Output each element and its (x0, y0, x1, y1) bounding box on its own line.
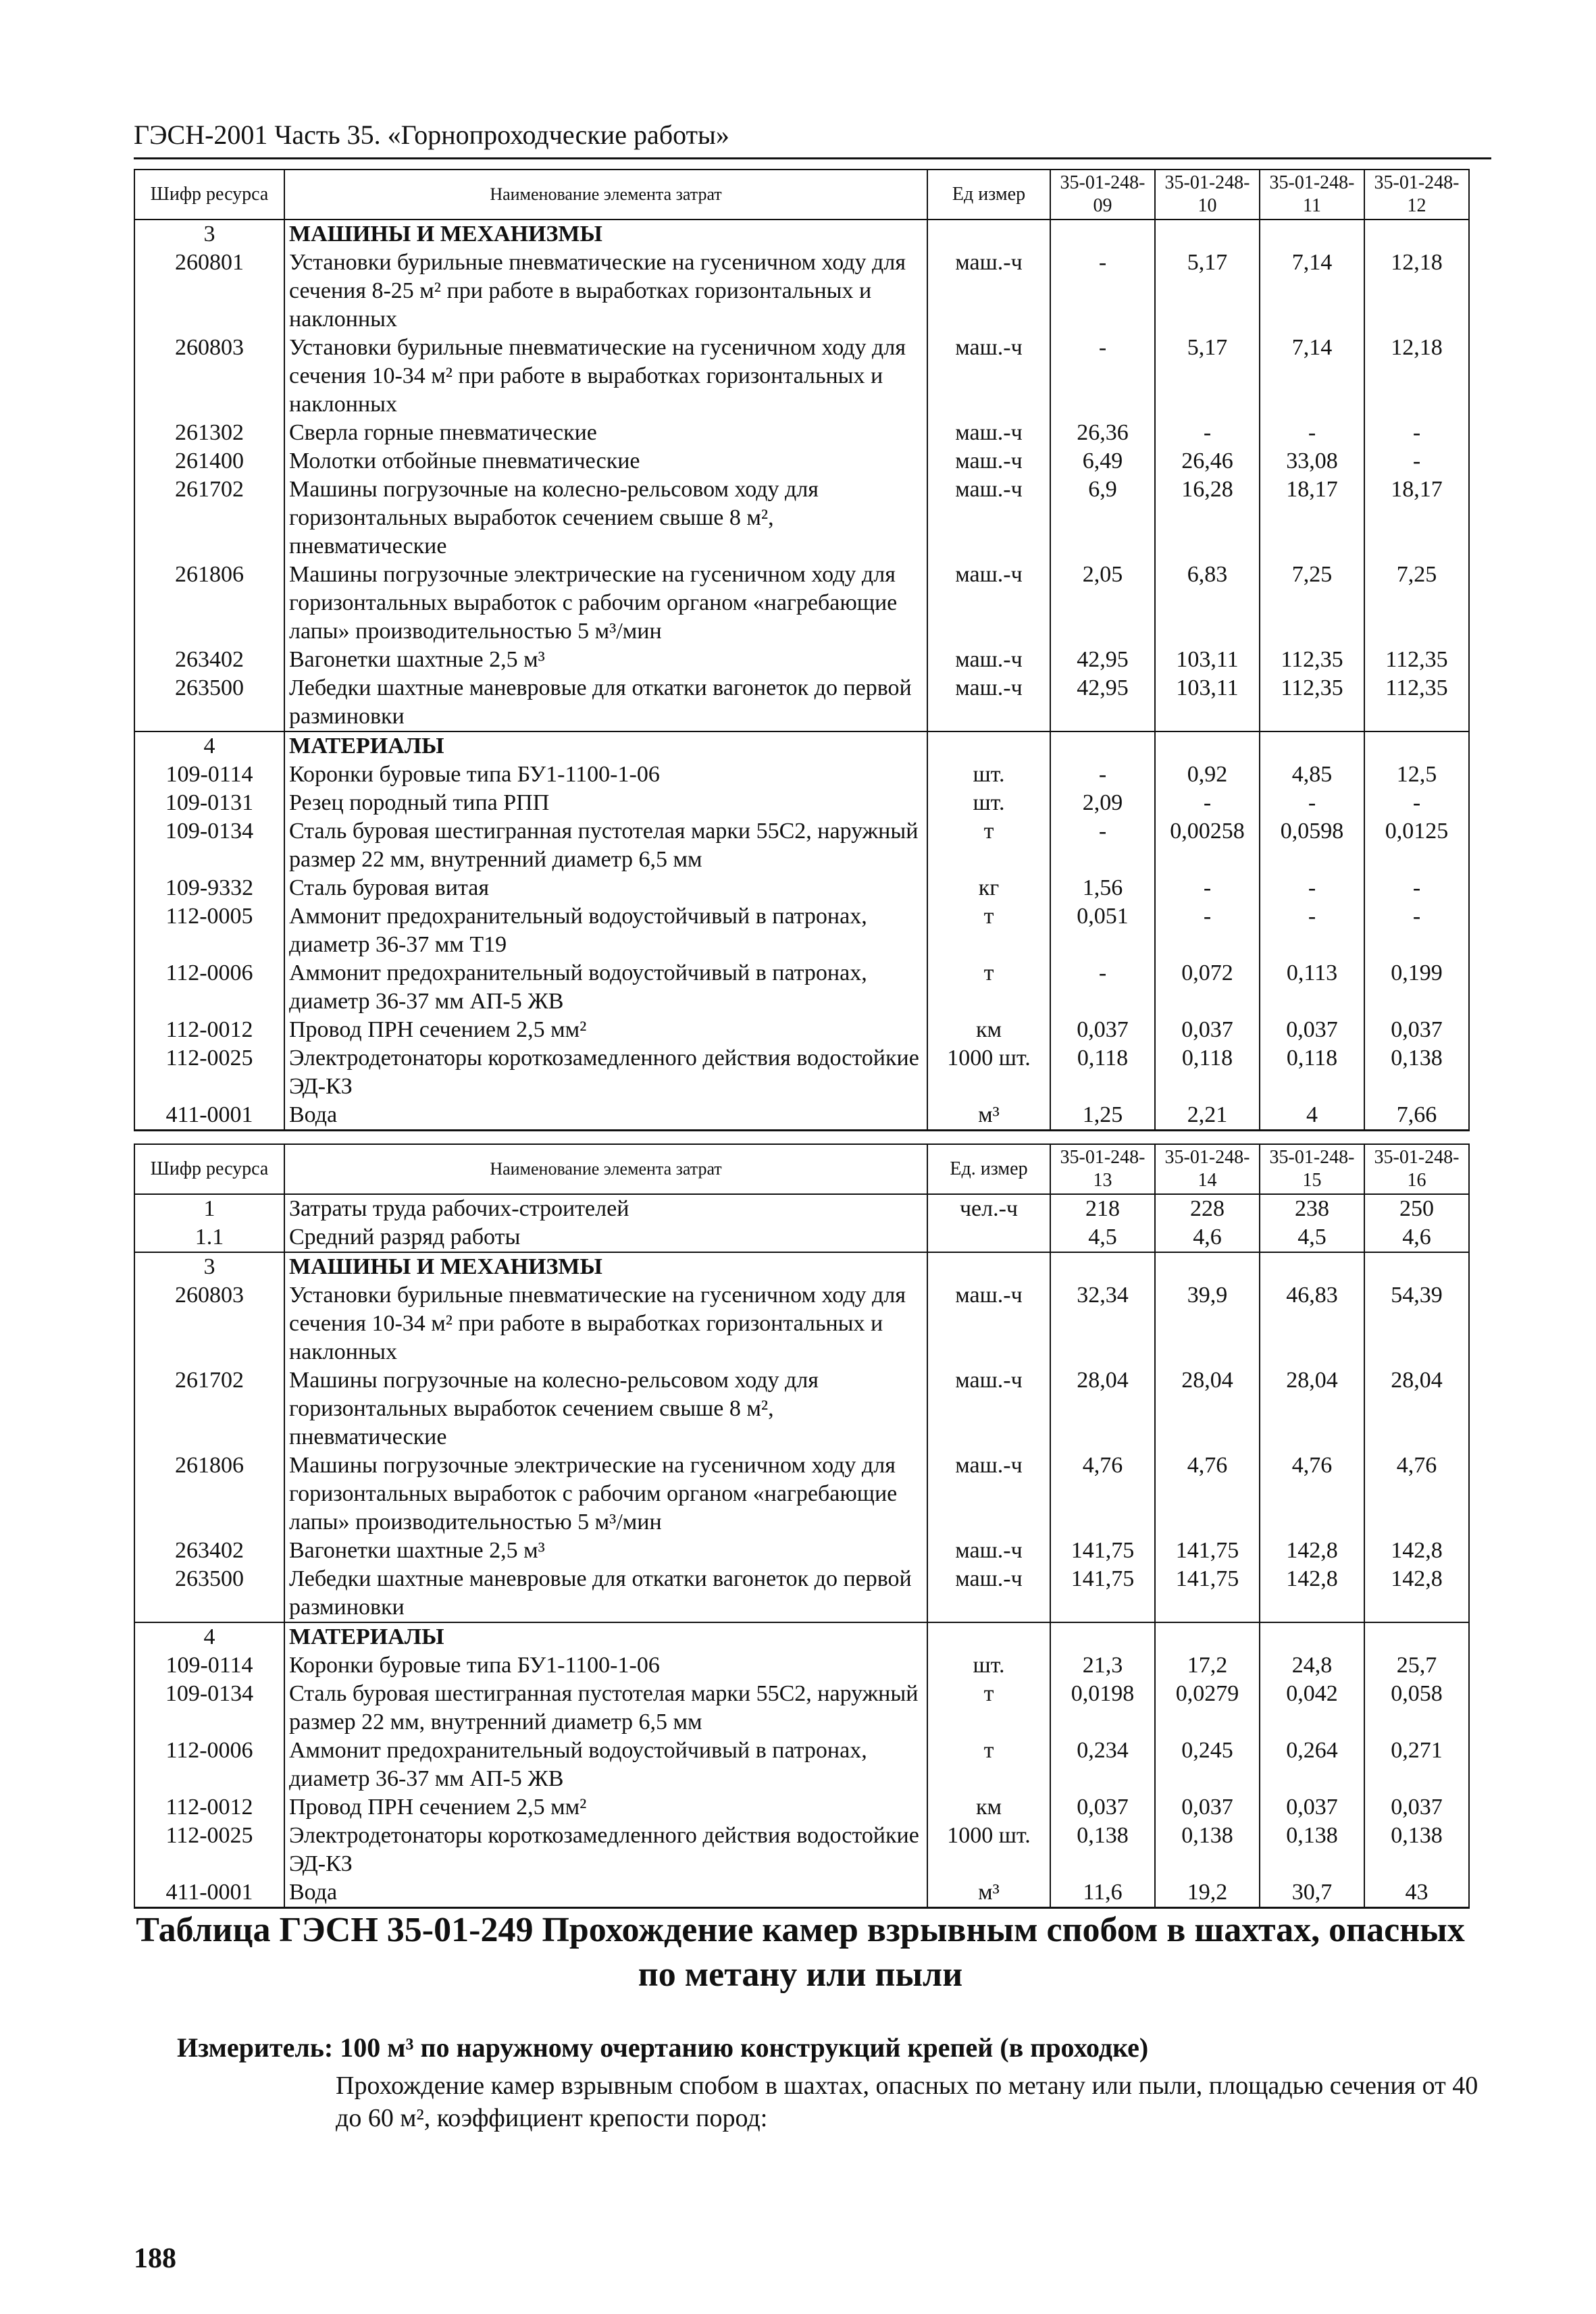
value-cell: 141,75 (1155, 1537, 1260, 1565)
value-cell: 18,17 (1260, 475, 1364, 561)
value-cell: 4,76 (1155, 1451, 1260, 1537)
value-cell: 0,271 (1364, 1737, 1469, 1793)
header-col-2: 35-01-248-10 (1155, 170, 1260, 220)
resource-table-2 (134, 1143, 1470, 1909)
value-cell: 6,83 (1155, 561, 1260, 646)
unit-cell: т (927, 959, 1050, 1016)
resource-name: Сталь буровая шестигранная пустотелая марки 55С2, наружный размер 22 мм, внутренний диаметр 6,5 мм (284, 1680, 927, 1737)
unit-cell: т (927, 1737, 1050, 1793)
unit-cell: маш.-ч (927, 419, 1050, 447)
value-cell: 6,49 (1050, 447, 1155, 475)
value-cell (1260, 220, 1364, 249)
value-cell: 42,95 (1050, 674, 1155, 731)
value-cell (1050, 220, 1155, 249)
value-cell: - (1050, 959, 1155, 1016)
header-col-1: 35-01-248-13 (1050, 1144, 1155, 1194)
value-cell: 26,36 (1050, 419, 1155, 447)
value-cell: 43 (1364, 1878, 1469, 1908)
header-col-2: 35-01-248-14 (1155, 1144, 1260, 1194)
resource-code: 261702 (134, 475, 284, 561)
table-row (134, 1451, 1469, 1537)
value-cell: 0,118 (1260, 1044, 1364, 1101)
table-row (134, 475, 1469, 561)
value-cell: 26,46 (1155, 447, 1260, 475)
resource-code: 411-0001 (134, 1878, 284, 1908)
unit-cell: шт. (927, 761, 1050, 789)
value-cell: 141,75 (1050, 1565, 1155, 1622)
value-cell: 1,25 (1050, 1101, 1155, 1131)
resource-code: 260801 (134, 249, 284, 334)
value-cell: 112,35 (1260, 674, 1364, 731)
table-row (134, 1366, 1469, 1451)
header-unit: Ед измер (927, 170, 1050, 220)
resource-code: 263402 (134, 1537, 284, 1565)
value-cell: 0,037 (1260, 1793, 1364, 1822)
resource-name: Вагонетки шахтные 2,5 м³ (284, 646, 927, 674)
resource-name: Вода (284, 1101, 927, 1131)
unit-cell: маш.-ч (927, 1366, 1050, 1451)
unit-cell: м³ (927, 1101, 1050, 1131)
resource-code: 411-0001 (134, 1101, 284, 1131)
resource-code: 260803 (134, 334, 284, 419)
resource-code: 109-9332 (134, 874, 284, 902)
value-cell (1364, 1622, 1469, 1651)
value-cell: - (1155, 789, 1260, 817)
resource-name: Сталь буровая шестигранная пустотелая марки 55С2, наружный размер 22 мм, внутренний диаметр 6,5 мм (284, 817, 927, 874)
value-cell: 141,75 (1050, 1537, 1155, 1565)
value-cell: 0,037 (1050, 1793, 1155, 1822)
resource-name: Резец породный типа РПП (284, 789, 927, 817)
value-cell: 0,92 (1155, 761, 1260, 789)
value-cell: 238 (1260, 1194, 1364, 1223)
value-cell: - (1260, 789, 1364, 817)
running-header: ГЭСН-2001 Часть 35. «Горнопроходческие работы» (134, 119, 1491, 159)
value-cell (1364, 220, 1469, 249)
unit-cell (927, 1622, 1050, 1651)
resource-name: Установки бурильные пневматические на гусеничном ходу для сечения 8-25 м² при работе в выработках горизонтальных и наклонных (284, 249, 927, 334)
header-col-3: 35-01-248-11 (1260, 170, 1364, 220)
value-cell: 0,037 (1260, 1016, 1364, 1044)
unit-cell: т (927, 817, 1050, 874)
resource-code: 3 (134, 1252, 284, 1281)
value-cell: 0,138 (1260, 1822, 1364, 1878)
value-cell: 19,2 (1155, 1878, 1260, 1908)
resource-name: Сталь буровая витая (284, 874, 927, 902)
header-unit: Ед. измер (927, 1144, 1050, 1194)
resource-code: 263500 (134, 1565, 284, 1622)
unit-cell: маш.-ч (927, 1537, 1050, 1565)
table-row (134, 1793, 1469, 1822)
resource-code: 109-0114 (134, 1651, 284, 1680)
resource-name: Аммонит предохранительный водоустойчивый в патронах, диаметр 36-37 мм АП-5 ЖВ (284, 1737, 927, 1793)
value-cell: 142,8 (1260, 1565, 1364, 1622)
value-cell: 0,199 (1364, 959, 1469, 1016)
section-title: МАТЕРИАЛЫ (284, 731, 927, 761)
unit-cell: чел.-ч (927, 1194, 1050, 1223)
value-cell: 0,051 (1050, 902, 1155, 959)
value-cell: 39,9 (1155, 1281, 1260, 1366)
table-row (134, 1101, 1469, 1131)
measure-description: Прохождение камер взрывным спобом в шахтах, опасных по метану или пыли, площадью сечения от 40 до 60 м², коэффициент крепости пород: (336, 2072, 1478, 2132)
value-cell: 5,17 (1155, 249, 1260, 334)
unit-cell: маш.-ч (927, 334, 1050, 419)
value-cell: 16,28 (1155, 475, 1260, 561)
value-cell: 0,113 (1260, 959, 1364, 1016)
value-cell: 12,5 (1364, 761, 1469, 789)
value-cell: 141,75 (1155, 1565, 1260, 1622)
unit-cell: кг (927, 874, 1050, 902)
value-cell: 0,264 (1260, 1737, 1364, 1793)
resource-code: 112-0005 (134, 902, 284, 959)
unit-cell: маш.-ч (927, 249, 1050, 334)
table-row (134, 447, 1469, 475)
value-cell: 0,037 (1364, 1016, 1469, 1044)
value-cell: 2,09 (1050, 789, 1155, 817)
value-cell: 0,042 (1260, 1680, 1364, 1737)
value-cell: - (1050, 761, 1155, 789)
value-cell (1050, 1252, 1155, 1281)
value-cell: - (1050, 334, 1155, 419)
header-col-1: 35-01-248-09 (1050, 170, 1155, 220)
unit-cell: маш.-ч (927, 561, 1050, 646)
measure-label: Измеритель: (177, 2032, 334, 2063)
value-cell (1364, 1252, 1469, 1281)
value-cell: - (1364, 902, 1469, 959)
value-cell: 112,35 (1364, 674, 1469, 731)
resource-name: Молотки отбойные пневматические (284, 447, 927, 475)
value-cell: 0,072 (1155, 959, 1260, 1016)
unit-cell: т (927, 1680, 1050, 1737)
resource-code: 260803 (134, 1281, 284, 1366)
resource-code: 261806 (134, 561, 284, 646)
resource-table-1 (134, 169, 1470, 1131)
table-row (134, 1044, 1469, 1101)
header-col-3: 35-01-248-15 (1260, 1144, 1364, 1194)
value-cell: 4,76 (1364, 1451, 1469, 1537)
table-row (134, 1737, 1469, 1793)
value-cell: 2,21 (1155, 1101, 1260, 1131)
value-cell: 0,0198 (1050, 1680, 1155, 1737)
measure-value: 100 м³ по наружному очертанию конструкций крепей (в проходке) (340, 2032, 1149, 2063)
table-row (134, 1281, 1469, 1366)
table-row (134, 1680, 1469, 1737)
value-cell: 0,058 (1364, 1680, 1469, 1737)
measure-block (177, 2032, 1487, 2134)
table-row (134, 561, 1469, 646)
value-cell: - (1364, 447, 1469, 475)
value-cell: 42,95 (1050, 646, 1155, 674)
unit-cell: маш.-ч (927, 1565, 1050, 1622)
header-col-4: 35-01-248-12 (1364, 170, 1469, 220)
value-cell: 4,76 (1050, 1451, 1155, 1537)
header-col-4: 35-01-248-16 (1364, 1144, 1469, 1194)
value-cell: 24,8 (1260, 1651, 1364, 1680)
header-code: Шифр ресурса (134, 170, 284, 220)
unit-cell (927, 220, 1050, 249)
resource-name: Лебедки шахтные маневровые для откатки вагонеток до первой разминовки (284, 674, 927, 731)
value-cell: 4,5 (1260, 1223, 1364, 1252)
table-row (134, 1878, 1469, 1908)
resource-code: 3 (134, 220, 284, 249)
resource-code: 112-0006 (134, 959, 284, 1016)
unit-cell: маш.-ч (927, 674, 1050, 731)
table-row (134, 249, 1469, 334)
resource-code: 4 (134, 731, 284, 761)
value-cell: 18,17 (1364, 475, 1469, 561)
unit-cell: маш.-ч (927, 1451, 1050, 1537)
value-cell: 142,8 (1364, 1565, 1469, 1622)
unit-cell: маш.-ч (927, 447, 1050, 475)
value-cell (1260, 1622, 1364, 1651)
value-cell: - (1155, 419, 1260, 447)
unit-cell: шт. (927, 1651, 1050, 1680)
table-row (134, 761, 1469, 789)
resource-name: Коронки буровые типа БУ1-1100-1-06 (284, 1651, 927, 1680)
value-cell: 0,138 (1364, 1822, 1469, 1878)
value-cell: 103,11 (1155, 674, 1260, 731)
value-cell (1050, 731, 1155, 761)
unit-cell: маш.-ч (927, 475, 1050, 561)
unit-cell: 1000 шт. (927, 1822, 1050, 1878)
value-cell: 7,14 (1260, 334, 1364, 419)
resource-name: Установки бурильные пневматические на гусеничном ходу для сечения 10-34 м² при работе в выработках горизонтальных и наклонных (284, 334, 927, 419)
value-cell: 1,56 (1050, 874, 1155, 902)
value-cell: 142,8 (1260, 1537, 1364, 1565)
value-cell: 6,9 (1050, 475, 1155, 561)
page-number: 188 (134, 2243, 176, 2274)
value-cell: 4,6 (1155, 1223, 1260, 1252)
value-cell: 0,037 (1155, 1016, 1260, 1044)
resource-name: Провод ПРН сечением 2,5 мм² (284, 1793, 927, 1822)
resource-code: 1.1 (134, 1223, 284, 1252)
value-cell: 112,35 (1364, 646, 1469, 674)
value-cell: 28,04 (1155, 1366, 1260, 1451)
unit-cell: 1000 шт. (927, 1044, 1050, 1101)
value-cell: 11,6 (1050, 1878, 1155, 1908)
value-cell: 0,0125 (1364, 817, 1469, 874)
value-cell: 7,66 (1364, 1101, 1469, 1131)
value-cell: 0,138 (1364, 1044, 1469, 1101)
section-row (134, 1252, 1469, 1281)
value-cell (1260, 731, 1364, 761)
table-row (134, 1651, 1469, 1680)
value-cell: 4,85 (1260, 761, 1364, 789)
table-row (134, 1822, 1469, 1878)
table-row (134, 1016, 1469, 1044)
table-row (134, 959, 1469, 1016)
value-cell: 4,5 (1050, 1223, 1155, 1252)
value-cell: - (1260, 419, 1364, 447)
value-cell: 2,05 (1050, 561, 1155, 646)
table-row (134, 817, 1469, 874)
value-cell: - (1364, 874, 1469, 902)
table-row (134, 1194, 1469, 1223)
resource-name: Затраты труда рабочих-строителей (284, 1194, 927, 1223)
value-cell: 28,04 (1260, 1366, 1364, 1451)
value-cell: 28,04 (1364, 1366, 1469, 1451)
resource-name: Вода (284, 1878, 927, 1908)
resource-code: 263402 (134, 646, 284, 674)
value-cell (1050, 1622, 1155, 1651)
value-cell: - (1364, 419, 1469, 447)
value-cell: 0,245 (1155, 1737, 1260, 1793)
unit-cell (927, 1252, 1050, 1281)
table-row (134, 789, 1469, 817)
value-cell: 25,7 (1364, 1651, 1469, 1680)
section-row (134, 731, 1469, 761)
resource-code: 109-0131 (134, 789, 284, 817)
value-cell: 33,08 (1260, 447, 1364, 475)
resource-code: 112-0025 (134, 1044, 284, 1101)
table-row (134, 1537, 1469, 1565)
value-cell: - (1260, 902, 1364, 959)
resource-name: Аммонит предохранительный водоустойчивый в патронах, диаметр 36-37 мм Т19 (284, 902, 927, 959)
resource-name: Машины погрузочные на колесно-рельсовом ходу для горизонтальных выработок сечением свыше 8 м², пневматические (284, 475, 927, 561)
value-cell: 103,11 (1155, 646, 1260, 674)
value-cell: 0,037 (1364, 1793, 1469, 1822)
unit-cell: км (927, 1016, 1050, 1044)
value-cell (1364, 731, 1469, 761)
value-cell: 0,118 (1155, 1044, 1260, 1101)
value-cell (1155, 731, 1260, 761)
value-cell: 5,17 (1155, 334, 1260, 419)
value-cell: 0,00258 (1155, 817, 1260, 874)
value-cell: 54,39 (1364, 1281, 1469, 1366)
header-code: Шифр ресурса (134, 1144, 284, 1194)
resource-name: Сверла горные пневматические (284, 419, 927, 447)
value-cell: - (1155, 874, 1260, 902)
resource-code: 109-0134 (134, 1680, 284, 1737)
value-cell: 12,18 (1364, 334, 1469, 419)
value-cell: - (1155, 902, 1260, 959)
table-title: Таблица ГЭСН 35-01-249 Прохождение камер взрывным спобом в шахтах, опасных по метану или пыли (136, 1911, 1465, 1994)
value-cell: 0,037 (1155, 1793, 1260, 1822)
resource-name: Средний разряд работы (284, 1223, 927, 1252)
table-row (134, 1223, 1469, 1252)
value-cell: 4 (1260, 1101, 1364, 1131)
resource-name: Машины погрузочные электрические на гусеничном ходу для горизонтальных выработок с рабочим органом «нагребающие лапы» производительностью 5 м³/мин (284, 1451, 927, 1537)
value-cell: 28,04 (1050, 1366, 1155, 1451)
value-cell (1155, 1252, 1260, 1281)
value-cell: 218 (1050, 1194, 1155, 1223)
value-cell: 0,234 (1050, 1737, 1155, 1793)
resource-name: Электродетонаторы короткозамедленного действия водостойкие ЭД-КЗ (284, 1822, 927, 1878)
value-cell: 30,7 (1260, 1878, 1364, 1908)
value-cell: 17,2 (1155, 1651, 1260, 1680)
resource-code: 109-0114 (134, 761, 284, 789)
resource-code: 109-0134 (134, 817, 284, 874)
table-row (134, 334, 1469, 419)
resource-name: Машины погрузочные электрические на гусеничном ходу для горизонтальных выработок с рабочим органом «нагребающие лапы» производительностью 5 м³/мин (284, 561, 927, 646)
resource-code: 112-0025 (134, 1822, 284, 1878)
value-cell: 250 (1364, 1194, 1469, 1223)
table-row (134, 874, 1469, 902)
resource-name: Аммонит предохранительный водоустойчивый в патронах, диаметр 36-37 мм АП-5 ЖВ (284, 959, 927, 1016)
header-name: Наименование элемента затрат (284, 170, 927, 220)
value-cell: 142,8 (1364, 1537, 1469, 1565)
unit-cell: шт. (927, 789, 1050, 817)
value-cell: 12,18 (1364, 249, 1469, 334)
value-cell: 7,14 (1260, 249, 1364, 334)
unit-cell (927, 731, 1050, 761)
resource-name: Машины погрузочные на колесно-рельсовом ходу для горизонтальных выработок сечением свыше 8 м², пневматические (284, 1366, 927, 1451)
value-cell: 7,25 (1364, 561, 1469, 646)
resource-name: Коронки буровые типа БУ1-1100-1-06 (284, 761, 927, 789)
section-title: МАШИНЫ И МЕХАНИЗМЫ (284, 220, 927, 249)
resource-code: 261702 (134, 1366, 284, 1451)
value-cell: 0,138 (1050, 1822, 1155, 1878)
section-title: МАШИНЫ И МЕХАНИЗМЫ (284, 1252, 927, 1281)
table-row (134, 902, 1469, 959)
value-cell: - (1050, 817, 1155, 874)
value-cell: 0,138 (1155, 1822, 1260, 1878)
value-cell (1155, 1622, 1260, 1651)
resource-code: 112-0012 (134, 1793, 284, 1822)
value-cell: 4,6 (1364, 1223, 1469, 1252)
value-cell: 4,76 (1260, 1451, 1364, 1537)
value-cell: - (1364, 789, 1469, 817)
value-cell: 228 (1155, 1194, 1260, 1223)
value-cell: 112,35 (1260, 646, 1364, 674)
table-row (134, 646, 1469, 674)
resource-code: 112-0012 (134, 1016, 284, 1044)
value-cell: 32,34 (1050, 1281, 1155, 1366)
section-row (134, 220, 1469, 249)
value-cell: 21,3 (1050, 1651, 1155, 1680)
value-cell: 0,0279 (1155, 1680, 1260, 1737)
unit-cell: т (927, 902, 1050, 959)
resource-code: 4 (134, 1622, 284, 1651)
value-cell: 0,118 (1050, 1044, 1155, 1101)
resource-name: Электродетонаторы короткозамедленного действия водостойкие ЭД-КЗ (284, 1044, 927, 1101)
unit-cell: м³ (927, 1878, 1050, 1908)
value-cell: - (1050, 249, 1155, 334)
section-row (134, 1622, 1469, 1651)
resource-code: 261400 (134, 447, 284, 475)
table-row (134, 419, 1469, 447)
resource-name: Лебедки шахтные маневровые для откатки вагонеток до первой разминовки (284, 1565, 927, 1622)
resource-name: Вагонетки шахтные 2,5 м³ (284, 1537, 927, 1565)
header-name: Наименование элемента затрат (284, 1144, 927, 1194)
value-cell: 46,83 (1260, 1281, 1364, 1366)
value-cell (1155, 220, 1260, 249)
resource-code: 112-0006 (134, 1737, 284, 1793)
value-cell: 7,25 (1260, 561, 1364, 646)
unit-cell: км (927, 1793, 1050, 1822)
value-cell: 0,037 (1050, 1016, 1155, 1044)
unit-cell: маш.-ч (927, 646, 1050, 674)
resource-name: Провод ПРН сечением 2,5 мм² (284, 1016, 927, 1044)
section-title: МАТЕРИАЛЫ (284, 1622, 927, 1651)
unit-cell: маш.-ч (927, 1281, 1050, 1366)
value-cell: - (1260, 874, 1364, 902)
value-cell (1260, 1252, 1364, 1281)
resource-code: 261806 (134, 1451, 284, 1537)
table-row (134, 674, 1469, 731)
table-row (134, 1565, 1469, 1622)
value-cell: 0,0598 (1260, 817, 1364, 874)
resource-code: 1 (134, 1194, 284, 1223)
unit-cell (927, 1223, 1050, 1252)
resource-code: 263500 (134, 674, 284, 731)
resource-code: 261302 (134, 419, 284, 447)
resource-name: Установки бурильные пневматические на гусеничном ходу для сечения 10-34 м² при работе в выработках горизонтальных и наклонных (284, 1281, 927, 1366)
